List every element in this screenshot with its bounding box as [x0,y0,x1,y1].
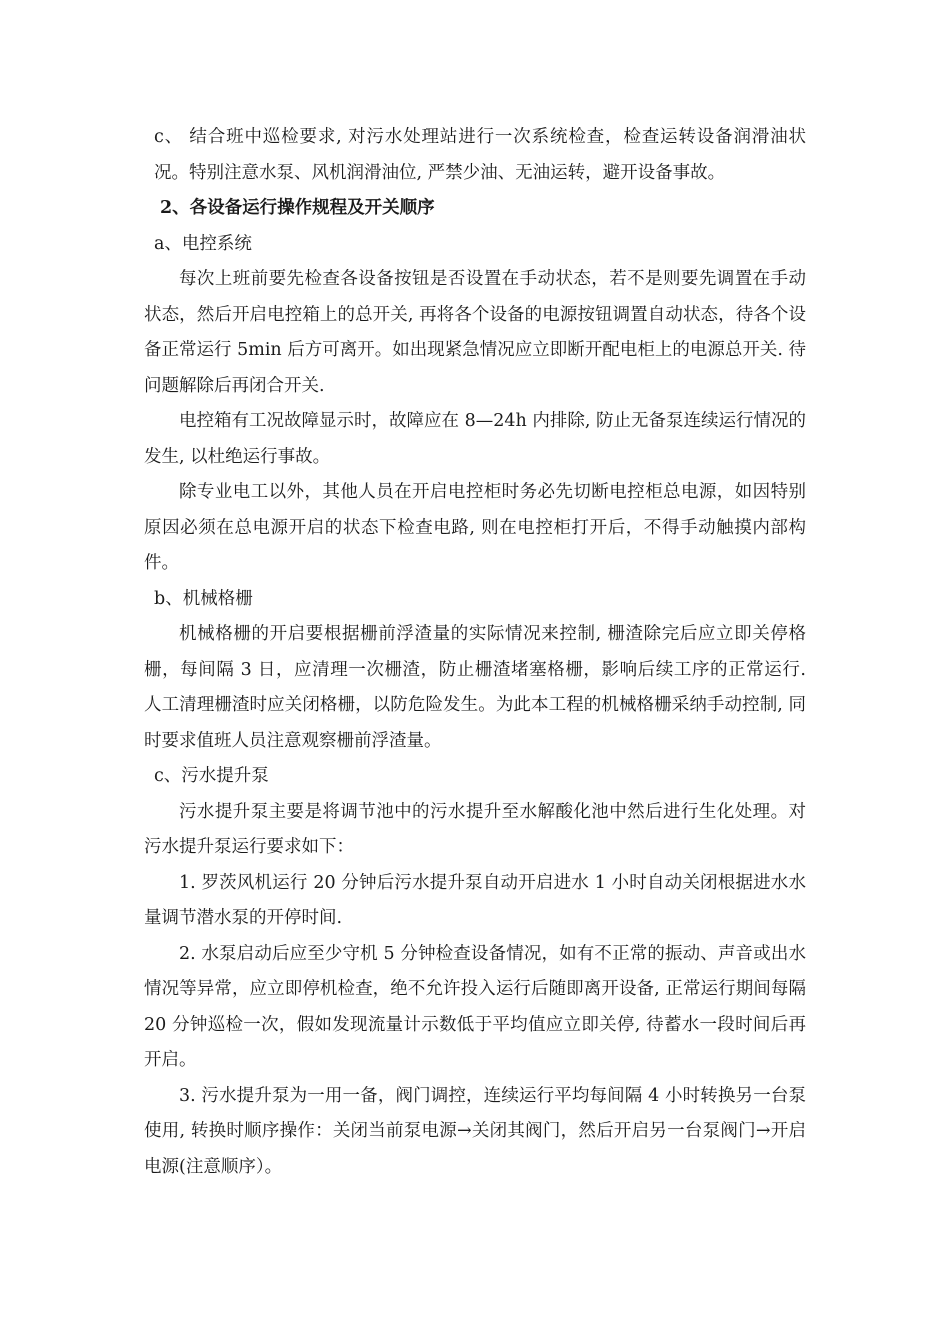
list-item-c-3: 3. 污水提升泵为一用一备，阀门调控，连续运行平均每间隔 4 小时转换另一台泵使用, 转换时顺序操作：关闭当前泵电源→关闭其阀门，然后开启另一台泵阀门→开启电源(注意顺序）。 [144,1085,806,1177]
paragraph-a-2: 电控箱有工况故障显示时，故障应在 8—24h 内排除, 防止无备泵连续运行情况的发生, 以杜绝运行事故。 [144,411,806,467]
intro-item-c: c、 结合班中巡检要求, 对污水处理站进行一次系统检查，检查运转设备润滑油状况。特别注意水泵、风机润滑油位, 严禁少油、无油运转，避开设备事故。 [154,127,806,183]
subsection-label-c: c、污水提升泵 [154,766,269,786]
section-heading-2: 2、各设备运行操作规程及开关顺序 [160,198,435,218]
paragraph-a-1: 每次上班前要先检查各设备按钮是否设置在手动状态，若不是则要先调置在手动状态，然后开启电控箱上的总开关, 再将各个设备的电源按钮调置自动状态，待各个设备正常运行 5min 后方可离开。如出现紧急情况应立即断开配电柜上的电源总开关. 待问题解除后再闭合开关. [144,269,806,396]
list-item-c-2: 2. 水泵启动后应至少守机 5 分钟检查设备情况，如有不正常的振动、声音或出水情况等异常，应立即停机检查，绝不允许投入运行后随即离开设备, 正常运行期间每隔 20 分钟巡检一次，假如发现流量计示数低于平均值应立即关停, 待蓄水一段时间后再开启。 [144,943,806,1070]
document-body [144,120,806,1185]
list-item-c-1: 1. 罗茨风机运行 20 分钟后污水提升泵自动开启进水 1 小时自动关闭根据进水水量调节潜水泵的开停时间. [144,872,806,928]
subsection-label-b: b、机械格栅 [154,588,253,609]
paragraph-c-1: 污水提升泵主要是将调节池中的污水提升至水解酸化池中然后进行生化处理。对污水提升泵运行要求如下： [144,801,806,857]
subsection-label-a: a、电控系统 [154,233,252,254]
paragraph-a-3: 除专业电工以外，其他人员在开启电控柜时务必先切断电控柜总电源，如因特别原因必须在总电源开启的状态下检查电路, 则在电控柜打开后，不得手动触摸内部构件。 [144,482,806,573]
paragraph-b-1: 机械格栅的开启要根据栅前浮渣量的实际情况来控制, 栅渣除完后应立即关停格栅，每间隔 3 日，应清理一次栅渣，防止栅渣堵塞格栅，影响后续工序的正常运行. 人工清理栅渣时应关闭格栅，以防危险发生。为此本工程的机械格栅采纳手动控制, 同时要求值班人员注意观察栅前浮渣量。 [144,624,806,751]
